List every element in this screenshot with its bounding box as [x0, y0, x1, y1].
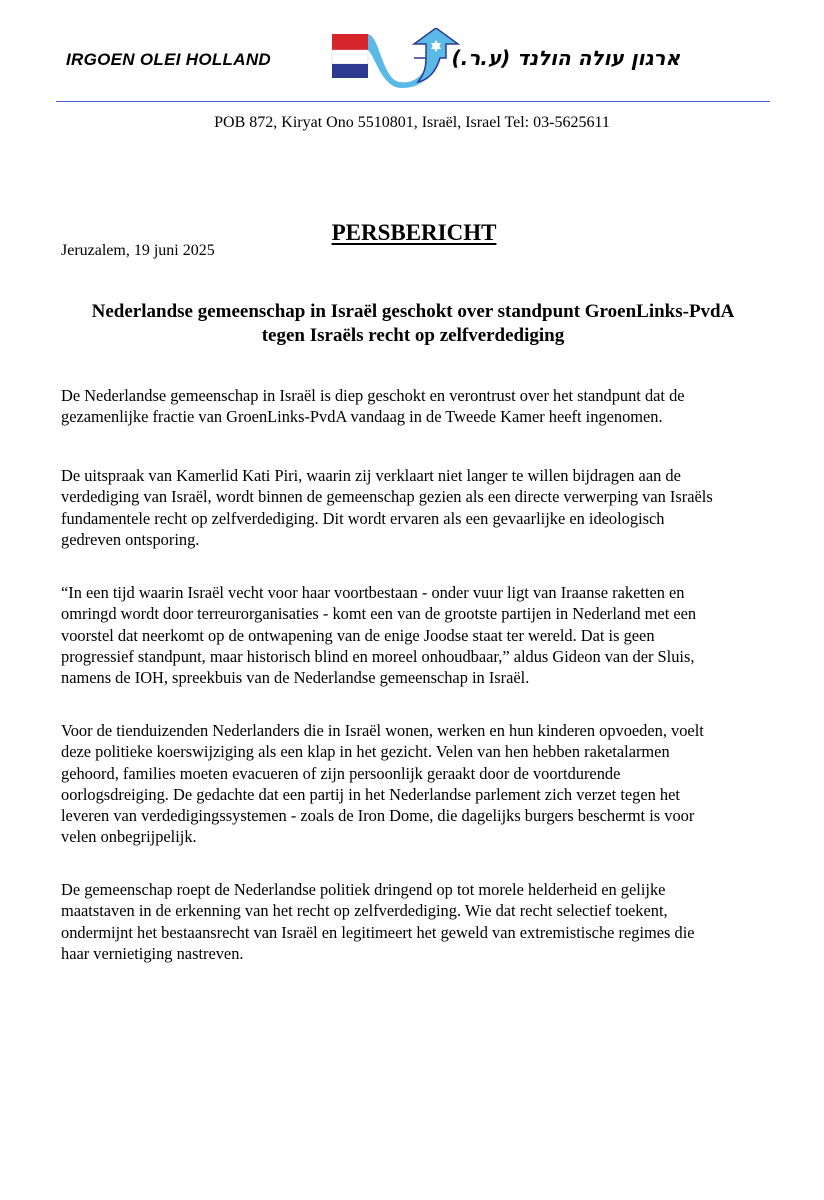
organization-logo: [328, 28, 462, 88]
logo-flag-white-stripe: [332, 50, 368, 64]
paragraph-line: ondermijnt het bestaansrecht van Israël en legitimeert het geweld van extremistische regimes die: [61, 922, 695, 942]
paragraph-line: gezamenlijke fractie van GroenLinks-PvdA vandaag in de Tweede Kamer heeft ingenomen.: [61, 407, 663, 427]
paragraph-line: fundamentele recht op zelfverdediging. Dit wordt ervaren als een gevaarlijke en ideologisch: [61, 508, 665, 528]
logo-flag-blue-stripe: [332, 64, 368, 78]
paragraph-line: “In een tijd waarin Israël vecht voor haar voortbestaan - onder vuur ligt van Iraanse raketten en: [61, 583, 685, 602]
paragraph-line: namens de IOH, spreekbuis van de Nederlandse gemeenschap in Israël.: [61, 668, 530, 688]
body-paragraph-3: [61, 582, 773, 688]
paragraph-line: Voor de tienduizenden Nederlanders die in Israël wonen, werken en hun kinderen opvoeden, voelt: [61, 721, 704, 740]
paragraph-line: gehoord, families moeten evacueren of zijn persoonlijk geraakt door de voortdurende: [61, 763, 621, 783]
paragraph-line: De gemeenschap roept de Nederlandse politiek dringend op tot morele helderheid en gelijke: [61, 880, 666, 899]
logo-flag-red-stripe: [332, 34, 368, 50]
headline-line: Nederlandse gemeenschap in Israël geschokt over standpunt GroenLinks-PvdA: [91, 301, 735, 322]
paragraph-line: De uitspraak van Kamerlid Kati Piri, waarin zij verklaart niet langer te willen bijdragen aan de: [61, 466, 681, 485]
paragraph-line: leveren van verdedigingssystemen - zoals de Iron Dome, die dagelijks burgers beschermt is voor: [61, 806, 695, 826]
dateline: Jeruzalem, 19 juni 2025: [61, 242, 215, 259]
document-title: PERSBERICHT: [331, 220, 497, 246]
headline-line: tegen Israëls recht op zelfverdediging: [261, 325, 565, 346]
body-paragraph-4: [61, 720, 773, 848]
body-paragraph-1: [61, 385, 773, 428]
organization-address: POB 872, Kiryat Ono 5510801, Israël, Israel Tel: 03-5625611: [214, 114, 610, 131]
body-paragraph-2: [61, 465, 773, 550]
paragraph-line: oorlogsdreiging. De gedachte dat een partij in het Nederlandse parlement zich verzet tegen het: [61, 784, 680, 804]
paragraph-line: velen onbegrijpelijk.: [61, 827, 197, 847]
body-paragraph-5: [61, 879, 773, 964]
organization-name: IRGOEN OLEI HOLLAND: [66, 50, 271, 69]
paragraph-line: haar vernietiging nastreven.: [61, 943, 244, 963]
headline: [40, 300, 786, 348]
paragraph-line: progressief standpunt, maar historisch blind en moreel onhoudbaar,” aldus Gideon van der Sluis,: [61, 646, 695, 666]
paragraph-line: verdediging van Israël, wordt binnen de gemeenschap gezien als een directe verwerping van Israëls: [61, 487, 713, 507]
paragraph-line: De Nederlandse gemeenschap in Israël is diep geschokt en verontrust over het standpunt dat de: [61, 386, 685, 405]
paragraph-line: deze politieke koerswijziging als een klap in het gezicht. Velen van hen hebben raketalarmen: [61, 742, 670, 762]
paragraph-line: omringd wordt door terreurorganisaties - komt een van de grootste partijen in Nederland met een: [61, 604, 697, 624]
paragraph-line: maatstaven in de erkenning van het recht op zelfverdediging. Wie dat recht selectief toekent,: [61, 901, 668, 921]
organization-name-hebrew: ארגון עולה הולנד (ע.ר.): [451, 46, 680, 70]
paragraph-line: voorstel dat neerkomt op de ontwapening van de enige Joodse staat ter wereld. Dat is geen: [61, 625, 655, 645]
header-divider: [56, 101, 770, 102]
paragraph-line: gedreven ontsporing.: [61, 529, 200, 549]
